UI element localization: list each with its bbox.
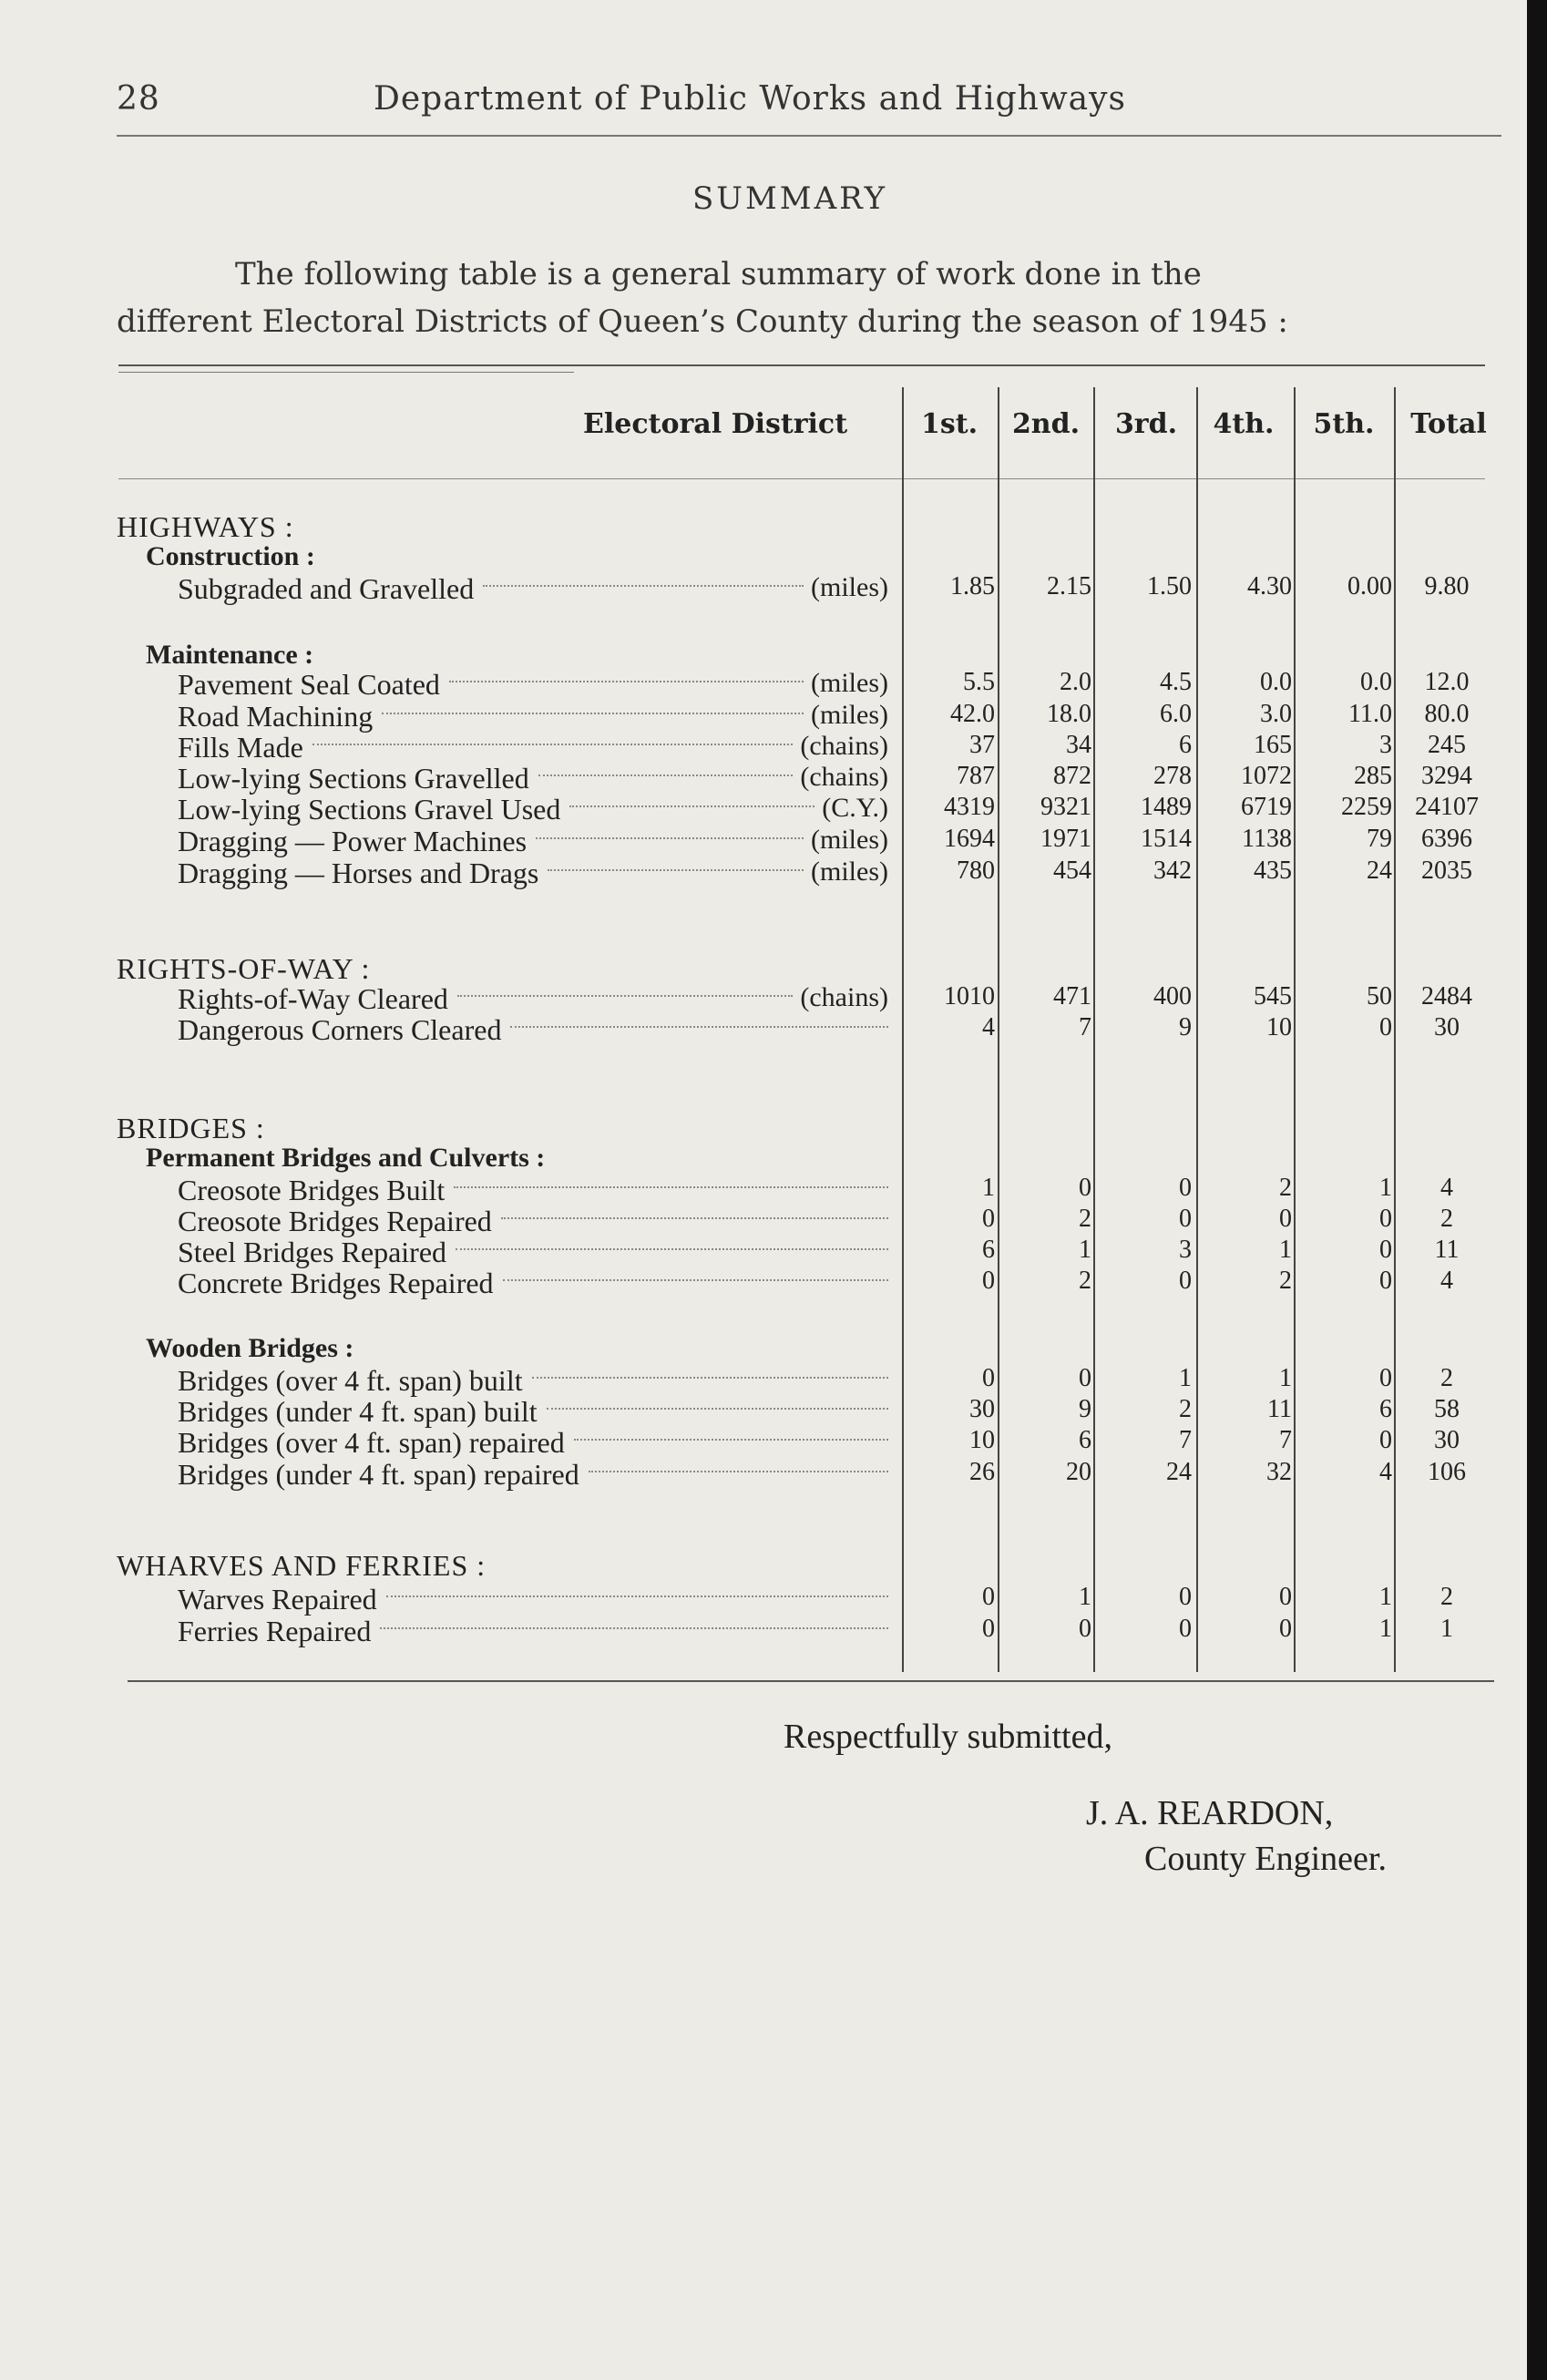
page-number: 28 bbox=[117, 80, 160, 118]
district-value: 0 bbox=[1179, 1205, 1192, 1233]
table-row bbox=[0, 857, 1547, 887]
total-value: 4 bbox=[1440, 1267, 1453, 1295]
subsection-title: Maintenance : bbox=[146, 640, 314, 670]
row-unit: (miles) bbox=[811, 825, 888, 855]
table-row bbox=[0, 762, 1547, 793]
row-label: Bridges (over 4 ft. span) built bbox=[178, 1364, 523, 1397]
row-unit: (miles) bbox=[811, 700, 888, 730]
table-row bbox=[0, 1236, 1547, 1267]
total-value: 30 bbox=[1434, 1013, 1460, 1041]
subsection-title: Construction : bbox=[146, 541, 315, 571]
total-value: 245 bbox=[1428, 731, 1466, 759]
district-value: 26 bbox=[969, 1458, 995, 1486]
district-value: 7 bbox=[1079, 1013, 1091, 1041]
row-label: Low-lying Sections Gravelled bbox=[178, 762, 529, 795]
row-unit: (C.Y.) bbox=[822, 793, 888, 823]
table-top-rule-2 bbox=[118, 372, 574, 373]
district-value: 2 bbox=[1079, 1205, 1091, 1233]
district-value: 0.0 bbox=[1260, 668, 1292, 696]
district-value: 787 bbox=[957, 762, 995, 790]
district-value: 454 bbox=[1053, 857, 1091, 885]
row-label: Steel Bridges Repaired bbox=[178, 1236, 447, 1268]
table-row bbox=[0, 1583, 1547, 1614]
row-label: Dangerous Corners Cleared bbox=[178, 1013, 502, 1046]
table-row bbox=[0, 668, 1547, 699]
district-value: 0 bbox=[1179, 1267, 1192, 1295]
district-value: 79 bbox=[1367, 825, 1392, 853]
row-label: Fills Made bbox=[178, 731, 303, 764]
district-value: 30 bbox=[969, 1395, 995, 1423]
table-row bbox=[0, 982, 1547, 1013]
total-value: 2 bbox=[1440, 1583, 1453, 1611]
district-value: 1 bbox=[1379, 1174, 1392, 1202]
district-value: 1 bbox=[1379, 1583, 1392, 1611]
district-value: 6 bbox=[1079, 1426, 1091, 1454]
row-unit: (chains) bbox=[800, 762, 888, 792]
district-value: 1514 bbox=[1141, 825, 1192, 853]
column-header: Total bbox=[1410, 408, 1487, 440]
district-value: 0 bbox=[1179, 1174, 1192, 1202]
district-value: 342 bbox=[1153, 857, 1192, 885]
district-value: 1 bbox=[982, 1174, 995, 1202]
table-bottom-rule bbox=[128, 1680, 1494, 1682]
district-value: 6 bbox=[1179, 731, 1192, 759]
district-value: 2259 bbox=[1341, 793, 1392, 821]
district-value: 11.0 bbox=[1348, 700, 1392, 728]
district-value: 0 bbox=[982, 1583, 995, 1611]
district-value: 400 bbox=[1153, 982, 1192, 1010]
district-value: 1010 bbox=[944, 982, 995, 1010]
total-value: 80.0 bbox=[1424, 700, 1470, 728]
district-value: 24 bbox=[1166, 1458, 1192, 1486]
table-row bbox=[0, 793, 1547, 824]
table-row bbox=[0, 1458, 1547, 1489]
table-row bbox=[0, 1013, 1547, 1044]
row-label: Bridges (under 4 ft. span) repaired bbox=[178, 1458, 579, 1491]
district-value: 0 bbox=[1279, 1615, 1292, 1643]
district-value: 2.0 bbox=[1060, 668, 1091, 696]
section-title: HIGHWAYS : bbox=[117, 510, 294, 543]
district-value: 471 bbox=[1053, 982, 1091, 1010]
subsection-title: Permanent Bridges and Culverts : bbox=[146, 1143, 546, 1173]
total-value: 30 bbox=[1434, 1426, 1460, 1454]
district-value: 18.0 bbox=[1047, 700, 1091, 728]
district-value: 872 bbox=[1053, 762, 1091, 790]
district-value: 6 bbox=[1379, 1395, 1392, 1423]
district-value: 7 bbox=[1179, 1426, 1192, 1454]
total-value: 2 bbox=[1440, 1205, 1453, 1233]
district-value: 0 bbox=[982, 1615, 995, 1643]
district-value: 0 bbox=[1379, 1426, 1392, 1454]
district-value: 0.00 bbox=[1347, 572, 1392, 600]
district-value: 32 bbox=[1266, 1458, 1292, 1486]
district-value: 3.0 bbox=[1260, 700, 1292, 728]
subsection-title: Wooden Bridges : bbox=[146, 1333, 354, 1363]
district-value: 6719 bbox=[1241, 793, 1292, 821]
district-value: 2 bbox=[1279, 1267, 1292, 1295]
district-value: 37 bbox=[969, 731, 995, 759]
district-value: 2 bbox=[1279, 1174, 1292, 1202]
table-row bbox=[0, 1426, 1547, 1457]
header-rule bbox=[117, 135, 1501, 137]
district-value: 545 bbox=[1254, 982, 1292, 1010]
row-unit: (miles) bbox=[811, 857, 888, 887]
row-unit: (miles) bbox=[811, 572, 888, 602]
district-value: 4 bbox=[1379, 1458, 1392, 1486]
closing-text: Respectfully submitted, bbox=[784, 1718, 1112, 1756]
district-value: 1.85 bbox=[950, 572, 995, 600]
table-row bbox=[0, 1615, 1547, 1646]
district-value: 6 bbox=[982, 1236, 995, 1264]
district-value: 2 bbox=[1079, 1267, 1091, 1295]
district-value: 1 bbox=[1279, 1364, 1292, 1392]
total-value: 2484 bbox=[1421, 982, 1472, 1010]
row-label: Low-lying Sections Gravel Used bbox=[178, 793, 561, 826]
row-label: Road Machining bbox=[178, 700, 374, 733]
district-value: 0 bbox=[1379, 1013, 1392, 1041]
district-value: 0 bbox=[1379, 1267, 1392, 1295]
district-value: 1072 bbox=[1241, 762, 1292, 790]
total-value: 3294 bbox=[1421, 762, 1472, 790]
row-label: Rights-of-Way Cleared bbox=[178, 982, 448, 1015]
total-value: 9.80 bbox=[1424, 572, 1470, 600]
table-row bbox=[0, 700, 1547, 731]
total-value: 2 bbox=[1440, 1364, 1453, 1392]
district-value: 0 bbox=[1379, 1236, 1392, 1264]
district-value: 1694 bbox=[944, 825, 995, 853]
district-value: 780 bbox=[957, 857, 995, 885]
district-value: 1 bbox=[1379, 1615, 1392, 1643]
row-label: Ferries Repaired bbox=[178, 1615, 372, 1647]
table-top-rule bbox=[118, 364, 1485, 366]
row-label: Subgraded and Gravelled bbox=[178, 572, 475, 605]
district-value: 0.0 bbox=[1360, 668, 1392, 696]
table-row bbox=[0, 1267, 1547, 1298]
district-value: 0 bbox=[982, 1364, 995, 1392]
district-value: 1138 bbox=[1242, 825, 1292, 853]
row-label: Pavement Seal Coated bbox=[178, 668, 440, 701]
district-value: 285 bbox=[1354, 762, 1392, 790]
total-value: 11 bbox=[1434, 1236, 1460, 1264]
district-value: 1971 bbox=[1040, 825, 1091, 853]
district-value: 0 bbox=[982, 1267, 995, 1295]
district-value: 4319 bbox=[944, 793, 995, 821]
district-value: 0 bbox=[1379, 1364, 1392, 1392]
column-header: 5th. bbox=[1313, 408, 1375, 440]
district-value: 0 bbox=[1079, 1615, 1091, 1643]
table-row bbox=[0, 572, 1547, 603]
district-value: 4.30 bbox=[1247, 572, 1292, 600]
district-value: 0 bbox=[1279, 1583, 1292, 1611]
district-value: 20 bbox=[1066, 1458, 1091, 1486]
column-header: 1st. bbox=[920, 408, 978, 440]
total-value: 106 bbox=[1428, 1458, 1466, 1486]
district-value: 50 bbox=[1367, 982, 1392, 1010]
district-value: 0 bbox=[1079, 1364, 1091, 1392]
district-value: 4.5 bbox=[1160, 668, 1192, 696]
total-value: 2035 bbox=[1421, 857, 1472, 885]
district-value: 0 bbox=[982, 1205, 995, 1233]
row-unit: (chains) bbox=[800, 982, 888, 1012]
district-value: 5.5 bbox=[963, 668, 995, 696]
signature-title: County Engineer. bbox=[1144, 1840, 1387, 1878]
district-value: 9 bbox=[1079, 1395, 1091, 1423]
row-unit: (chains) bbox=[800, 731, 888, 761]
table-row bbox=[0, 1364, 1547, 1395]
column-header: 2nd. bbox=[1011, 408, 1081, 440]
signature-name: J. A. REARDON, bbox=[1086, 1794, 1334, 1832]
running-title: Department of Public Works and Highways bbox=[374, 80, 1126, 118]
section-title: BRIDGES : bbox=[117, 1112, 265, 1144]
district-value: 9321 bbox=[1040, 793, 1091, 821]
district-value: 1.50 bbox=[1147, 572, 1192, 600]
district-value: 4 bbox=[982, 1013, 995, 1041]
district-value: 165 bbox=[1254, 731, 1292, 759]
total-value: 4 bbox=[1440, 1174, 1453, 1202]
district-value: 0 bbox=[1179, 1583, 1192, 1611]
total-value: 24107 bbox=[1415, 793, 1479, 821]
district-value: 10 bbox=[969, 1426, 995, 1454]
row-label: Dragging — Horses and Drags bbox=[178, 857, 539, 889]
district-value: 42.0 bbox=[950, 700, 995, 728]
table-row bbox=[0, 1174, 1547, 1205]
row-label: Warves Repaired bbox=[178, 1583, 377, 1616]
table-row bbox=[0, 1205, 1547, 1236]
district-value: 11 bbox=[1267, 1395, 1292, 1423]
district-value: 1489 bbox=[1141, 793, 1192, 821]
row-label: Creosote Bridges Repaired bbox=[178, 1205, 492, 1237]
district-value: 1 bbox=[1279, 1236, 1292, 1264]
table-row bbox=[0, 1395, 1547, 1426]
district-value: 6.0 bbox=[1160, 700, 1192, 728]
intro-line-1: The following table is a general summary of work done in the bbox=[235, 256, 1202, 292]
district-value: 278 bbox=[1153, 762, 1192, 790]
summary-title: SUMMARY bbox=[692, 180, 888, 217]
district-value: 1 bbox=[1079, 1236, 1091, 1264]
total-value: 58 bbox=[1434, 1395, 1460, 1423]
district-value: 7 bbox=[1279, 1426, 1292, 1454]
row-label: Creosote Bridges Built bbox=[178, 1174, 446, 1206]
row-unit: (miles) bbox=[811, 668, 888, 698]
table-row bbox=[0, 731, 1547, 762]
section-title: WHARVES AND FERRIES : bbox=[117, 1549, 487, 1582]
row-label: Dragging — Power Machines bbox=[178, 825, 528, 857]
row-label: Bridges (over 4 ft. span) repaired bbox=[178, 1426, 565, 1459]
district-value: 3 bbox=[1379, 731, 1392, 759]
row-label: Bridges (under 4 ft. span) built bbox=[178, 1395, 538, 1428]
district-value: 34 bbox=[1066, 731, 1091, 759]
total-value: 6396 bbox=[1421, 825, 1472, 853]
district-value: 9 bbox=[1179, 1013, 1192, 1041]
table-row bbox=[0, 825, 1547, 856]
district-value: 1 bbox=[1079, 1583, 1091, 1611]
district-value: 0 bbox=[1379, 1205, 1392, 1233]
district-value: 0 bbox=[1079, 1174, 1091, 1202]
district-value: 0 bbox=[1179, 1615, 1192, 1643]
total-value: 12.0 bbox=[1424, 668, 1470, 696]
district-value: 435 bbox=[1254, 857, 1292, 885]
district-value: 0 bbox=[1279, 1205, 1292, 1233]
district-value: 2 bbox=[1179, 1395, 1192, 1423]
intro-paragraph bbox=[117, 251, 1483, 345]
section-title: RIGHTS-OF-WAY : bbox=[117, 952, 371, 985]
column-header: 3rd. bbox=[1114, 408, 1178, 440]
district-value: 2.15 bbox=[1047, 572, 1091, 600]
district-value: 3 bbox=[1179, 1236, 1192, 1264]
total-value: 1 bbox=[1440, 1615, 1453, 1643]
table-header-rule bbox=[118, 478, 1485, 479]
intro-line-2: different Electoral Districts of Queen’s County during the season of 1945 : bbox=[117, 303, 1288, 340]
electoral-district-header: Electoral District bbox=[583, 408, 848, 440]
column-header: 4th. bbox=[1213, 408, 1275, 440]
district-value: 24 bbox=[1367, 857, 1392, 885]
row-label: Concrete Bridges Repaired bbox=[178, 1267, 494, 1299]
district-value: 10 bbox=[1266, 1013, 1292, 1041]
district-value: 1 bbox=[1179, 1364, 1192, 1392]
